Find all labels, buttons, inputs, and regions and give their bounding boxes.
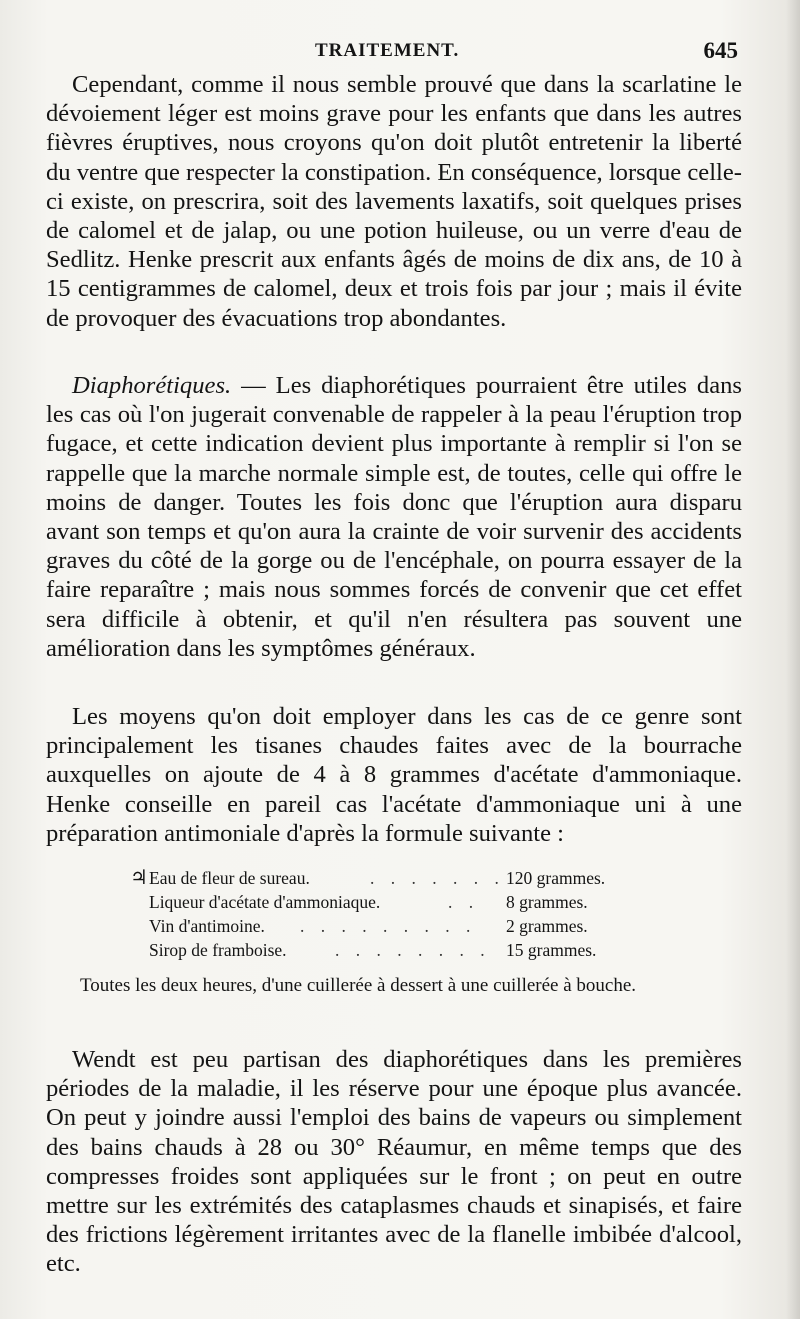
ingredient-quantity: 120 grammes. [506,868,606,888]
ingredient-name: Liqueur d'acétate d'ammoniaque. [149,892,381,912]
paragraph-text: Cependant, comme il nous semble prouvé que dans la scarlatine le dévoiement léger est moins grave pour les enfants que dans les autres fièvres éruptives, nous croyons qu'on doit plutôt entretenir la liberté du ventre que respecter la constipation. En conséquence, lorsque celle-ci existe, on prescrira, soit des lavements laxatifs, soit quelques prises de calomel et de jalap, ou une potion huileuse, ou un verre d'eau de Sedlitz. Henke prescrit aux enfants âgés de moins de dix ans, de 10 à 15 centigrammes de calomel, deux et trois fois par jour ; mais il évite de provoquer des évacuations trop abondantes. [46,71,742,332]
ingredient-quantity: 2 grammes. [506,916,588,936]
recipe-row [130,938,650,962]
paragraph-moyens [46,702,742,848]
ingredient-name: Sirop de framboise. [149,940,287,960]
recipe-row [130,890,650,914]
paragraph-diaphoretiques [46,371,742,663]
running-title: TRAITEMENT. [315,40,460,61]
section-body: — Les diaphorétiques pourraient être utiles dans les cas où l'on jugerait convenable de rappeler à la peau l'éruption trop fugace, et cette indication devient plus importante à remplir si l'on se rappelle que la marche normale simple est, de toutes, celle qui offre le moins de danger. Toutes les fois donc que l'éruption aura disparu avant son temps et qu'on aura la crainte de voir survenir des accidents graves du côté de la gorge ou de l'encéphale, on pourra essayer de la faire reparaître ; mais nous sommes forcés de convenir que cet effet sera difficile à obtenir, et qu'il n'en résultera pas souvent une amélioration dans les symptômes généraux. [46,372,742,662]
paragraph-text [46,371,742,663]
paragraph-constipation [46,70,742,333]
ingredient-name: Eau de fleur de sureau. [149,868,310,888]
paragraph-text: Les moyens qu'on doit employer dans les cas de ce genre sont principalement les tisanes chaudes faites avec de la bourrache auxquelles on ajoute de 4 à 8 grammes d'acétate d'ammoniaque. Henke conseille en pareil cas l'acétate d'ammoniaque uni à une préparation antimoniale d'après la formule suivante : [46,703,742,847]
recipe-row [130,914,650,938]
page-gutter-shadow [786,0,800,1319]
section-term: Diaphorétiques. [72,372,232,399]
ingredient-quantity: 8 grammes. [506,892,588,912]
recipe-row [130,866,650,890]
leader-dots: . . . . . . . . . [300,916,477,936]
paragraph-wendt [46,1045,742,1279]
page-number: 645 [703,38,738,63]
leader-dots: . . . . . . . . [335,940,491,960]
prescription-formula [130,866,650,962]
page-header [0,40,800,70]
ingredient-name: Vin d'antimoine. [149,916,265,936]
leader-dots: . . [448,892,480,912]
ingredient-quantity: 15 grammes. [506,940,597,960]
dosage-instructions: Toutes les deux heures, d'une cuillerée à dessert à une cuillerée à bouche. [80,975,637,996]
leader-dots: . . . . . . . [370,868,505,888]
paragraph-text: Wendt est peu partisan des diaphorétiques dans les premières périodes de la maladie, il les réserve pour une époque plus avancée. On peut y joindre aussi l'emploi des bains de vapeurs ou simplement des bains chauds à 28 ou 30° Réaumur, en même temps que des compresses froides sont appliquées sur le front ; on peut en outre mettre sur les extrémités des cataplasmes chauds et sinapisés, et faire des frictions légèrement irritantes avec de la flanelle imbibée d'alcool, etc. [46,1046,742,1278]
recipe-symbol: ♃ [130,867,148,889]
